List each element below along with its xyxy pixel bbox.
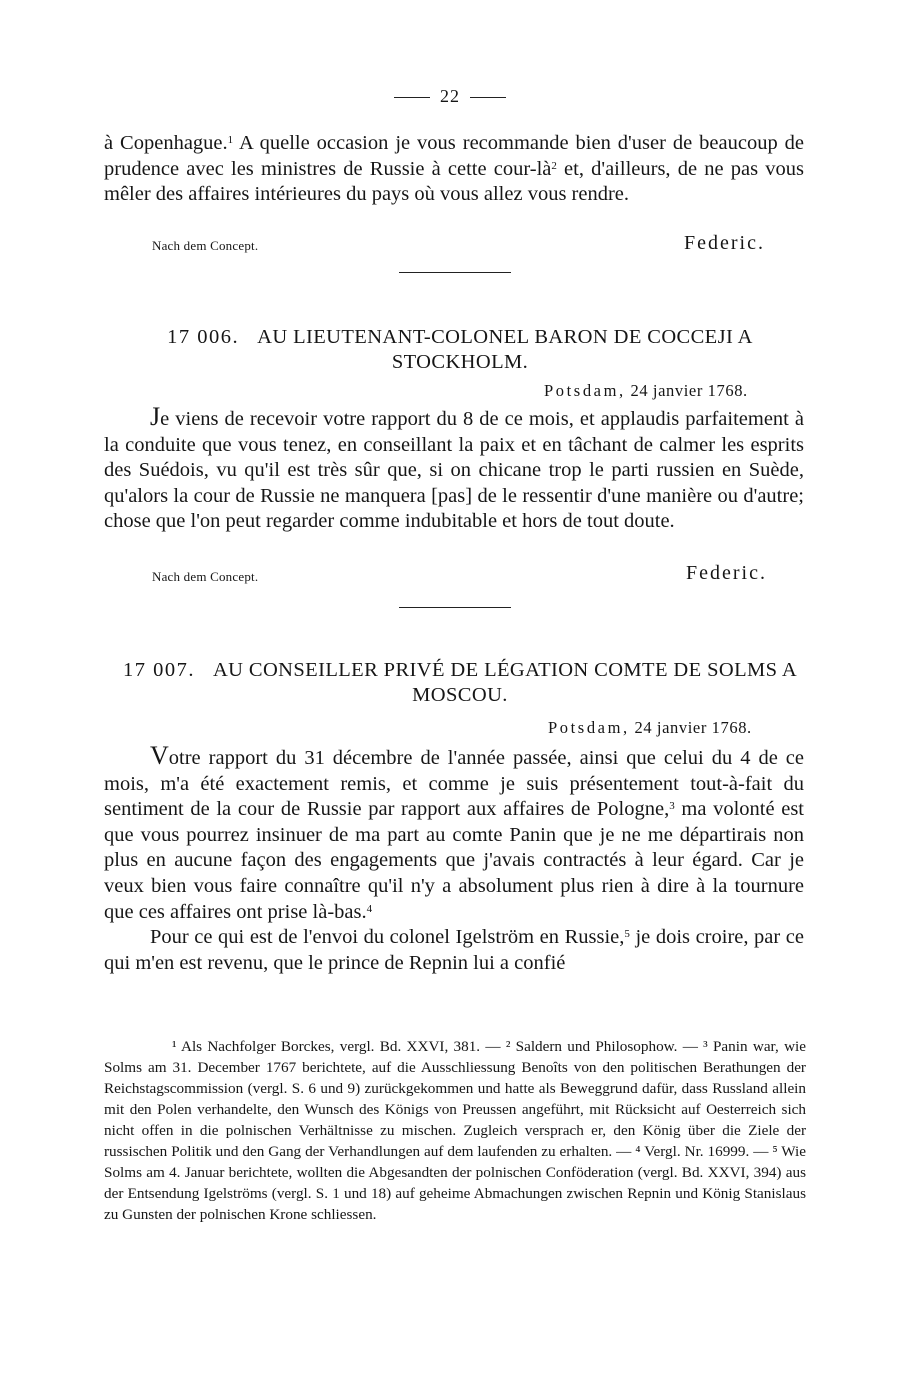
letter-17007-paragraph-2	[104, 925, 804, 976]
letter-17006-place: Potsdam,	[544, 381, 626, 400]
footnote-ref-1: 1	[227, 134, 234, 146]
letter-17006-source-note: Nach dem Concept.	[152, 569, 259, 584]
footnote-ref-5: 5	[624, 928, 630, 941]
letter-17007-paragraph-1	[104, 741, 804, 925]
footnotes-section	[104, 1036, 806, 1225]
letter-17007-place: Potsdam,	[548, 718, 630, 737]
letter-17007-body	[104, 741, 805, 976]
letter-17006-heading	[120, 325, 800, 375]
footnote-ref-3: 3	[669, 800, 675, 813]
section-divider-1	[399, 272, 511, 273]
letter-17007-text-1b: ma volonté est que vous pourrez insinuer de ma part au comte Panin que je ne me départirais non plus en aucune façon des engagements que j'avais contractés à leur égard. Car je veux bien vous faire connaître qu'il n'y a absolument plus rien à dire à la tournure que ces affaires ont prise là-bas.	[104, 798, 804, 923]
footnotes-text: ¹ Als Nachfolger Borckes, vergl. Bd. XXVI, 381. — ² Saldern und Philosophow. — ³ Panin war, wie Solms am 31. December 1767 berichtete, auf die Ausschliessung Benoîts von den politischen Berathungen der Reichstagscommission (vergl. S. 6 und 9) zurückgekommen und hatte als Beweggrund dafür, dass Russland allein mit den Polen verhandelte, den Wunsch des Königs von Preussen angeführt, mit Rücksicht auf Oesterreich sich nicht offen in die polnischen Verhältnisse zu mischen. Zugleich versprach er, den König über die Ziele der russischen Politik und den Gang der Verhandlungen auf dem laufenden zu erhalten. — ⁴ Vergl. Nr. 16999. — ⁵ Wie Solms am 4. Januar berichtete, wollten die Abgesandten der polnischen Conföderation (vergl. Bd. XXVI, 394) aus der Entsendung Igelströms (vergl. S. 1 und 18) auf geheime Abmachungen zwischen Repnin und König Stanislaus zu Gunsten der polnischen Krone schliessen.	[104, 1038, 806, 1223]
letter-17006-text: e viens de recevoir votre rapport du 8 de ce mois, et applaudis parfaitement à la conduite que vous tenez, en conseillant la paix et en tâchant de calmer les esprits des Suédois, vu qu'il est très sûr que, si on chicane trop le parti russien en Suède, qu'alors la cour de Russie ne manquera [pas] de le ressentir d'une manière ou d'autre; chose que l'on peut regarder comme indubitable et hors de tout doute.	[104, 408, 804, 533]
letter-17006-initial: J	[150, 402, 161, 431]
intro-text	[104, 131, 804, 208]
page-number-dash-left	[394, 97, 430, 98]
letter-17007-initial: V	[150, 741, 169, 770]
footnote-ref-2: 2	[551, 159, 557, 172]
letter-17007-date: 24 janvier 1768.	[634, 718, 752, 737]
intro-source-note: Nach dem Concept.	[152, 238, 259, 253]
section-divider-2	[399, 607, 511, 608]
letter-17006-paragraph	[104, 402, 804, 535]
page-number-value: 22	[440, 86, 460, 106]
letter-17006-body	[104, 402, 804, 535]
letter-17006-dateline	[544, 381, 748, 401]
intro-paragraph	[104, 131, 804, 208]
letter-17006-date: 24 janvier 1768.	[630, 381, 748, 400]
intro-signature: Federic.	[684, 232, 765, 254]
intro-text-c: et, d'ailleurs, de ne pas vous mêler des affaires intérieures du pays où vous allez vous rendre.	[104, 157, 804, 206]
letter-17006-signature: Federic.	[686, 562, 767, 584]
intro-text-b: A quelle occasion je vous recommande bien d'user de beaucoup de prudence avec les ministres de Russie à cette cour-là	[104, 132, 804, 180]
letter-17007-text-2a: Pour ce qui est de l'envoi du colonel Igelström en Russie,	[150, 926, 625, 949]
letter-17007-text-2b: je dois croire, par ce qui m'en est revenu, que le prince de Repnin lui a confié	[104, 926, 805, 974]
footnote-ref-4: 4	[366, 902, 373, 915]
letter-17007-heading	[120, 658, 800, 708]
letter-17007-dateline	[548, 718, 752, 738]
letter-17006-number: 17 006.	[167, 326, 240, 348]
page-number-dash-right	[470, 97, 506, 98]
letter-17007-number: 17 007.	[122, 659, 195, 681]
page-number	[0, 86, 900, 107]
letter-17006-title: AU LIEUTENANT-COLONEL BARON DE COCCEJI A STOCKHOLM.	[257, 326, 753, 373]
letter-17007-text-1a: otre rapport du 31 décembre de l'année passée, ainsi que celui du 4 de ce mois, m'a été exactement remis, et comme je suis présentement tout-à-fait du sentiment de la cour de Russie par rapport aux affaires de Pologne,	[104, 747, 804, 821]
letter-17007-title: AU CONSEILLER PRIVÉ DE LÉGATION COMTE DE SOLMS A MOSCOU.	[212, 659, 798, 706]
intro-text-a: à Copenhague.	[104, 132, 228, 154]
